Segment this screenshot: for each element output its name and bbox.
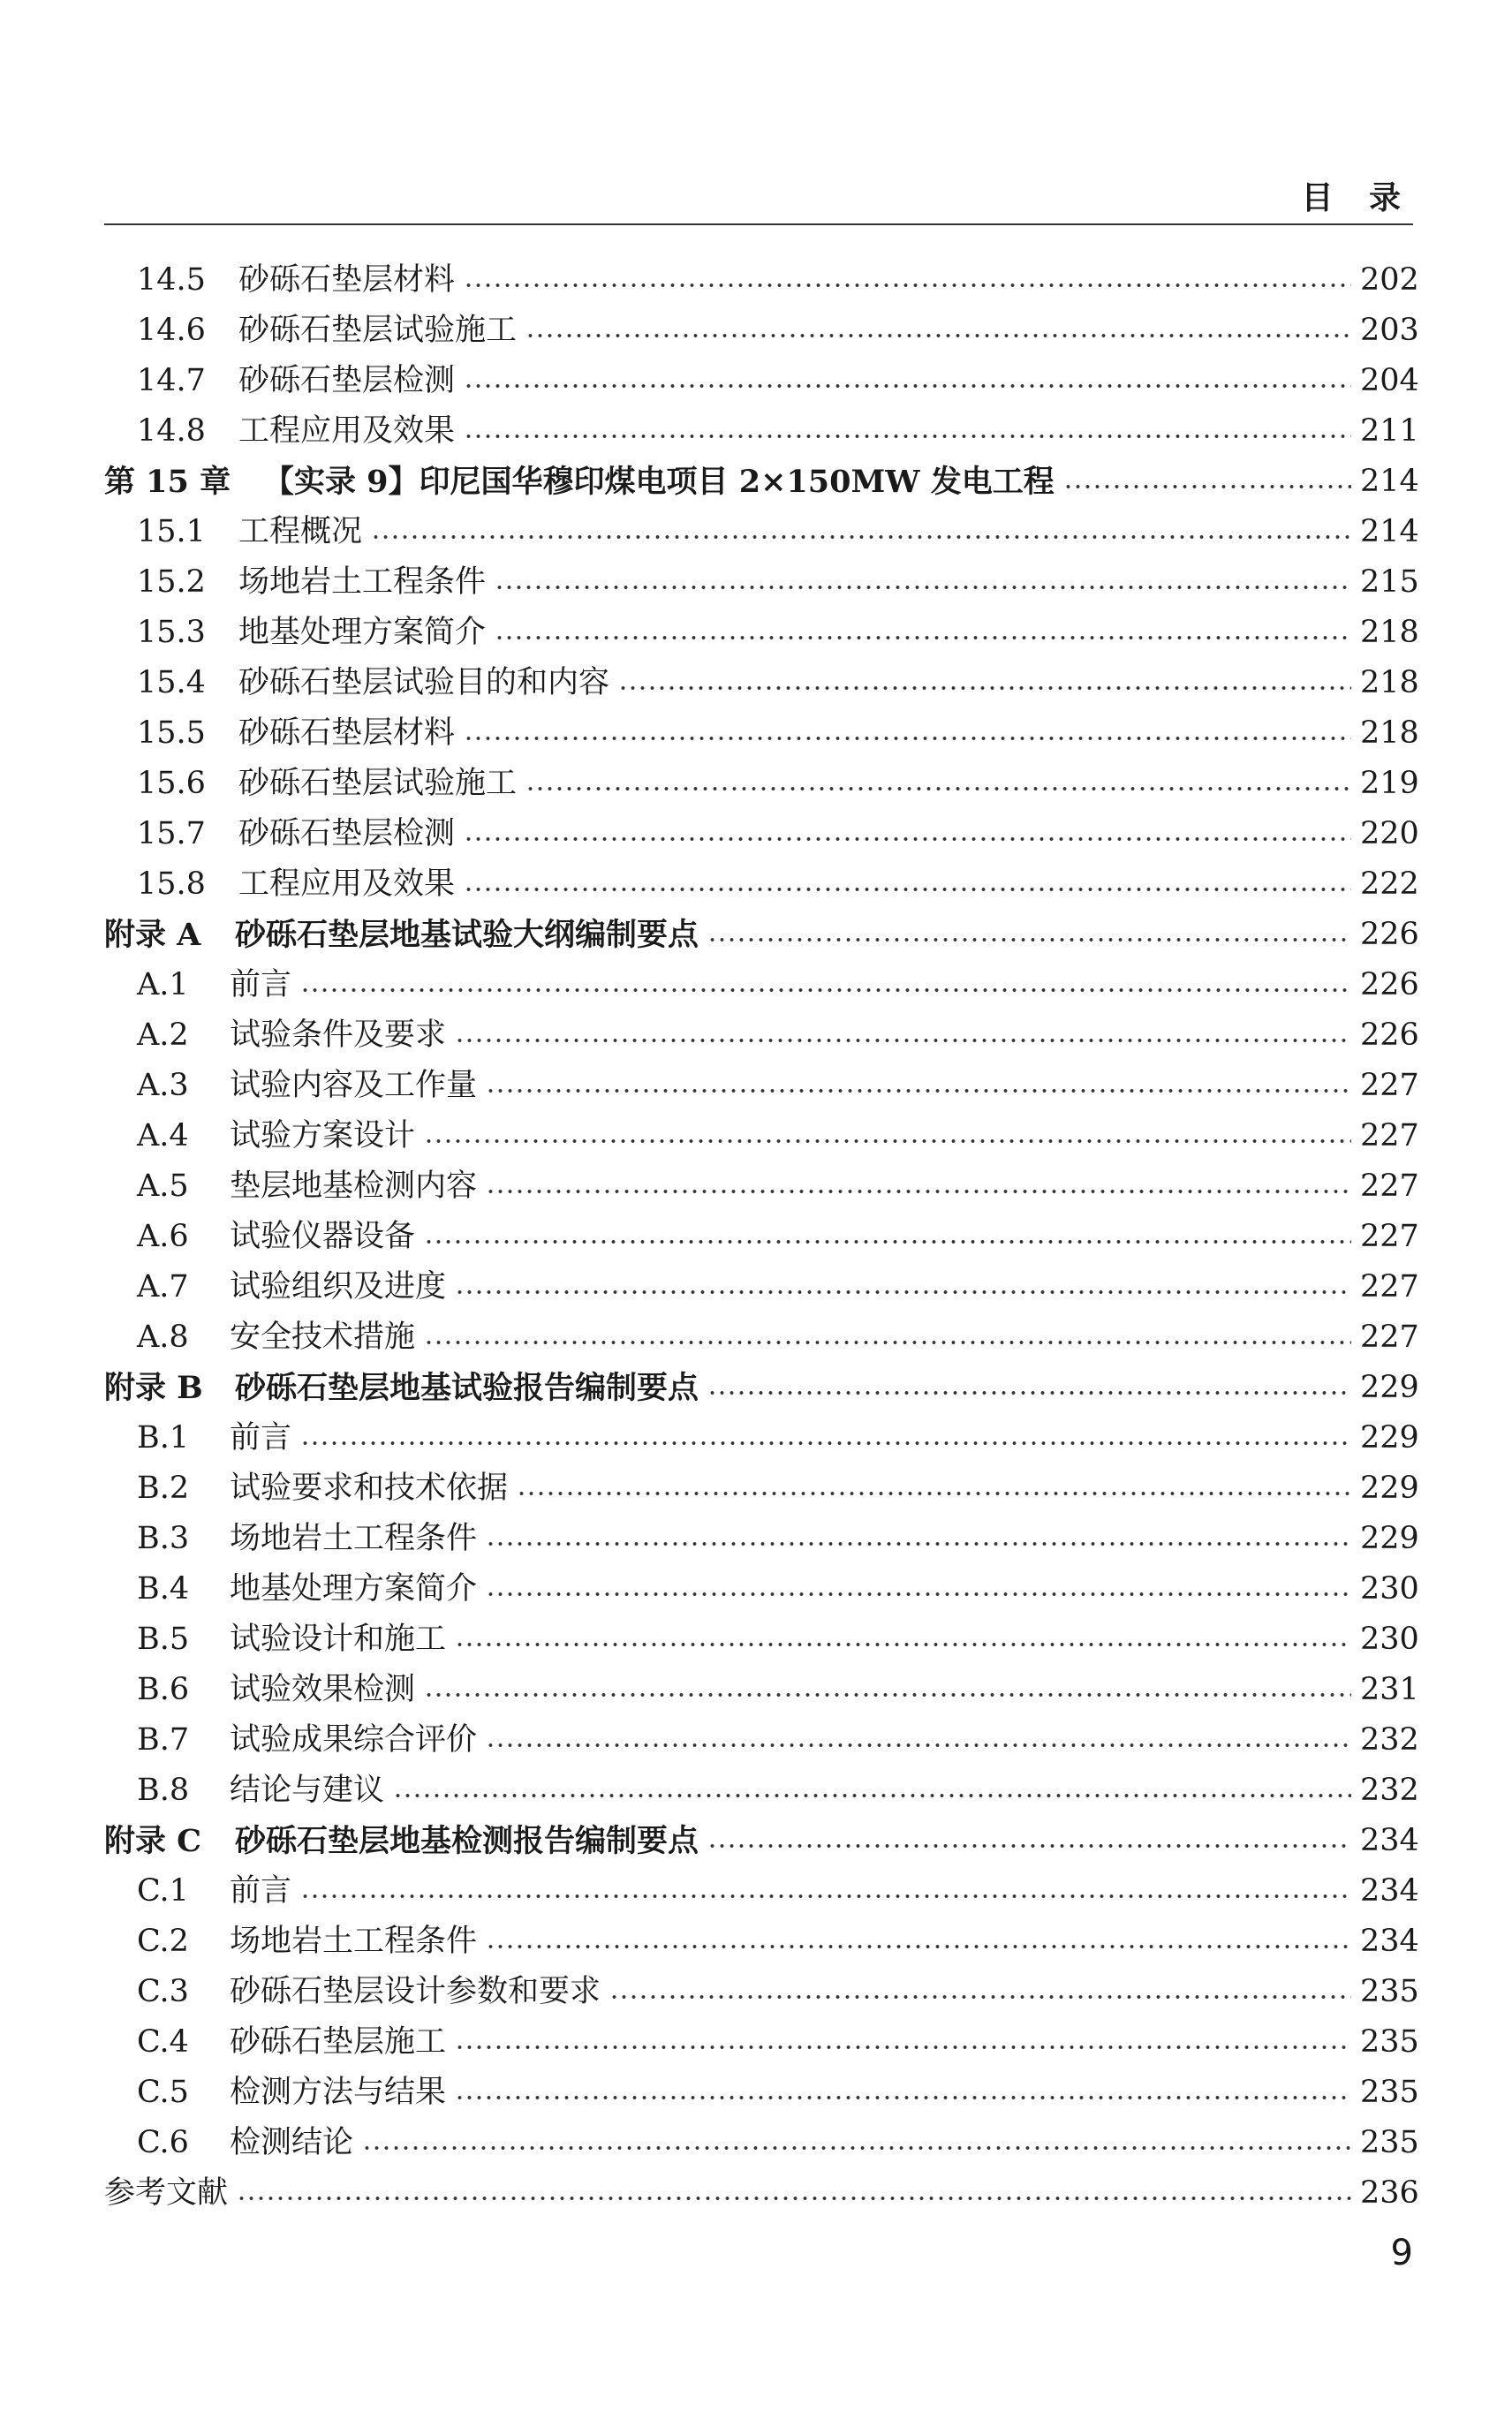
- toc-entry-number: C.5: [137, 2075, 189, 2110]
- toc-entry-page: 230: [1360, 1622, 1419, 1657]
- toc-entry-title: 砂砾石垫层施工: [230, 2024, 447, 2060]
- dot-leader: [300, 1413, 1351, 1463]
- dot-leader: [486, 1917, 1351, 1967]
- toc-entry-page: 229: [1360, 1521, 1419, 1556]
- toc-entry-title: 砂砾石垫层试验施工: [238, 313, 518, 348]
- toc-entry-number: A.4: [137, 1118, 189, 1153]
- toc-entry-title: 试验仪器设备: [230, 1219, 416, 1254]
- dot-leader: [300, 960, 1351, 1010]
- toc-entry-number: A.1: [137, 967, 189, 1002]
- toc-entry-page: 229: [1360, 1471, 1419, 1506]
- toc-appendix-entry: [104, 1816, 1419, 1866]
- toc-entry: [104, 1010, 1419, 1061]
- toc-entry-number: A.6: [137, 1219, 189, 1254]
- toc-entry-title: 安全技术措施: [230, 1320, 416, 1355]
- toc-entry: [104, 306, 1419, 356]
- toc-entry-number: 14.7: [137, 363, 206, 398]
- toc-entry-title: 砂砾石垫层试验施工: [238, 766, 518, 801]
- toc-entry: [104, 1917, 1419, 1967]
- toc-entry-page: 232: [1360, 1773, 1419, 1808]
- dot-leader: [609, 1967, 1351, 2017]
- toc-entry: [104, 859, 1419, 910]
- toc-entry: [104, 1967, 1419, 2017]
- toc-entry-title: 参考文献: [104, 2175, 229, 2211]
- toc-entry-title: 试验设计和施工: [230, 1622, 447, 1657]
- toc-entry: [104, 960, 1419, 1010]
- dot-leader: [455, 1615, 1351, 1665]
- toc-entry-page: 218: [1360, 665, 1419, 700]
- toc-entry-page: 202: [1360, 262, 1419, 298]
- dot-leader: [707, 1816, 1351, 1866]
- toc-entry-page: 232: [1360, 1722, 1419, 1758]
- toc-entry: [104, 658, 1419, 708]
- toc-entry-number: 附录 A: [104, 917, 201, 953]
- toc-entry-page: 226: [1360, 967, 1419, 1002]
- toc-entry: [104, 557, 1419, 608]
- dot-leader: [300, 1866, 1351, 1917]
- dot-leader: [486, 1715, 1351, 1766]
- table-of-contents: [104, 255, 1419, 2219]
- toc-entry-title: 【实录 9】印尼国华穆印煤电项目 2×150MW 发电工程: [263, 464, 1055, 500]
- toc-entry-page: 229: [1360, 1420, 1419, 1456]
- page-folio: 9: [1390, 2233, 1413, 2273]
- toc-entry-page: 218: [1360, 715, 1419, 751]
- toc-entry-number: A.3: [137, 1068, 189, 1103]
- toc-entry: [104, 356, 1419, 406]
- dot-leader: [455, 1262, 1351, 1312]
- toc-entry-number: C.2: [137, 1924, 189, 1959]
- toc-entry-title: 砂砾石垫层地基检测报告编制要点: [235, 1823, 699, 1859]
- toc-entry: [104, 1715, 1419, 1766]
- toc-entry: [104, 1615, 1419, 1665]
- toc-entry: [104, 255, 1419, 306]
- toc-entry-page: 234: [1360, 1924, 1419, 1959]
- toc-entry-page: 234: [1360, 1873, 1419, 1909]
- toc-entry-title: 试验效果检测: [230, 1672, 416, 1707]
- toc-entry-title: 试验要求和技术依据: [230, 1471, 509, 1506]
- toc-entry: [104, 759, 1419, 809]
- toc-entry-page: 226: [1360, 917, 1419, 952]
- toc-entry-page: 227: [1360, 1219, 1419, 1254]
- toc-entry-title: 结论与建议: [230, 1773, 385, 1808]
- toc-entry: [104, 1564, 1419, 1615]
- toc-entry-page: 227: [1360, 1168, 1419, 1204]
- toc-entry-number: 15.5: [137, 715, 206, 751]
- toc-entry-title: 场地岩土工程条件: [238, 564, 487, 600]
- toc-entry-number: 14.5: [137, 262, 206, 298]
- toc-entry-number: B.5: [137, 1622, 190, 1657]
- toc-entry-number: 15.7: [137, 816, 206, 851]
- toc-entry-number: B.2: [137, 1471, 190, 1506]
- toc-entry: [104, 507, 1419, 557]
- toc-entry: [104, 1111, 1419, 1161]
- toc-entry: [104, 1262, 1419, 1312]
- toc-entry-number: B.4: [137, 1571, 190, 1607]
- running-head: 目 录: [1301, 179, 1413, 216]
- dot-leader: [464, 356, 1351, 406]
- toc-entry-page: 215: [1360, 564, 1419, 600]
- dot-leader: [455, 2017, 1351, 2068]
- dot-leader: [464, 255, 1351, 306]
- dot-leader: [362, 2118, 1351, 2168]
- toc-entry-page: 227: [1360, 1269, 1419, 1305]
- toc-entry-title: 砂砾石垫层材料: [238, 262, 456, 298]
- toc-entry: [104, 1514, 1419, 1564]
- dot-leader: [371, 507, 1351, 557]
- toc-entry-title: 工程概况: [238, 514, 363, 549]
- toc-entry-page: 235: [1360, 2024, 1419, 2060]
- toc-entry-page: 236: [1360, 2175, 1419, 2211]
- toc-entry-title: 砂砾石垫层检测: [238, 363, 456, 398]
- toc-entry-number: 15.4: [137, 665, 206, 700]
- toc-entry-number: A.5: [137, 1168, 189, 1204]
- toc-entry-title: 地基处理方案简介: [238, 615, 487, 650]
- dot-leader: [1063, 457, 1351, 507]
- toc-entry-page: 219: [1360, 766, 1419, 801]
- toc-entry-title: 砂砾石垫层地基试验报告编制要点: [235, 1370, 699, 1406]
- toc-entry-title: 场地岩土工程条件: [230, 1924, 478, 1959]
- toc-entry-title: 试验方案设计: [230, 1118, 416, 1153]
- toc-entry-title: 检测结论: [230, 2125, 354, 2160]
- toc-appendix-entry: [104, 1363, 1419, 1413]
- toc-entry: [104, 1463, 1419, 1514]
- toc-entry: [104, 1665, 1419, 1715]
- toc-entry: [104, 608, 1419, 658]
- toc-entry-page: 218: [1360, 615, 1419, 650]
- toc-entry-title: 砂砾石垫层地基试验大纲编制要点: [235, 917, 699, 953]
- toc-entry-number: 附录 B: [104, 1370, 203, 1406]
- dot-leader: [464, 809, 1351, 859]
- toc-entry-number: B.7: [137, 1722, 190, 1758]
- toc-appendix-entry: [104, 910, 1419, 960]
- toc-entry-number: B.3: [137, 1521, 190, 1556]
- toc-entry-page: 229: [1360, 1370, 1419, 1405]
- dot-leader: [525, 759, 1351, 809]
- toc-entry-number: B.6: [137, 1672, 190, 1707]
- dot-leader: [464, 859, 1351, 910]
- toc-entry-title: 试验成果综合评价: [230, 1722, 478, 1758]
- toc-entry: [104, 1866, 1419, 1917]
- toc-entry-page: 227: [1360, 1068, 1419, 1103]
- dot-leader: [424, 1212, 1351, 1262]
- toc-entry-number: 15.8: [137, 866, 206, 902]
- toc-entry-title: 砂砾石垫层试验目的和内容: [238, 665, 610, 700]
- dot-leader: [495, 557, 1351, 608]
- toc-entry-page: 222: [1360, 866, 1419, 902]
- toc-entry-number: 15.1: [137, 514, 206, 549]
- toc-entry-title: 垫层地基检测内容: [230, 1168, 478, 1204]
- dot-leader: [455, 2068, 1351, 2118]
- toc-entry-page: 203: [1360, 313, 1419, 348]
- toc-entry-page: 226: [1360, 1017, 1419, 1053]
- toc-entry-page: 234: [1360, 1823, 1419, 1858]
- toc-entry-number: C.4: [137, 2024, 189, 2060]
- toc-entry: [104, 708, 1419, 759]
- toc-entry: [104, 2068, 1419, 2118]
- toc-entry-page: 211: [1360, 413, 1419, 449]
- toc-entry-number: 第 15 章: [104, 464, 231, 500]
- toc-entry-number: A.7: [137, 1269, 189, 1305]
- toc-entry-page: 227: [1360, 1320, 1419, 1355]
- toc-chapter-entry: [104, 457, 1419, 507]
- toc-entry-title: 砂砾石垫层检测: [238, 816, 456, 851]
- dot-leader: [517, 1463, 1351, 1514]
- toc-entry-title: 砂砾石垫层材料: [238, 715, 456, 751]
- toc-entry-page: 235: [1360, 2075, 1419, 2110]
- dot-leader: [486, 1061, 1351, 1111]
- toc-entry-page: 220: [1360, 816, 1419, 851]
- dot-leader: [424, 1312, 1351, 1363]
- toc-entry-number: 15.6: [137, 766, 206, 801]
- header-rule: [104, 223, 1413, 225]
- dot-leader: [464, 708, 1351, 759]
- toc-entry-number: 14.8: [137, 413, 206, 449]
- toc-entry-page: 204: [1360, 363, 1419, 398]
- dot-leader: [525, 306, 1351, 356]
- toc-entry: [104, 1766, 1419, 1816]
- toc-entry: [104, 1212, 1419, 1262]
- dot-leader: [618, 658, 1351, 708]
- toc-entry-number: 14.6: [137, 313, 206, 348]
- toc-entry-title: 试验条件及要求: [230, 1017, 447, 1053]
- dot-leader: [424, 1111, 1351, 1161]
- toc-entry-number: C.6: [137, 2125, 189, 2160]
- toc-entry-number: 15.3: [137, 615, 206, 650]
- toc-entry-number: 附录 C: [104, 1823, 202, 1859]
- toc-entry: [104, 2118, 1419, 2168]
- toc-entry: [104, 1413, 1419, 1463]
- toc-entry: [104, 809, 1419, 859]
- toc-entry-number: C.1: [137, 1873, 189, 1909]
- dot-leader: [486, 1514, 1351, 1564]
- dot-leader: [707, 910, 1351, 960]
- toc-entry-page: 231: [1360, 1672, 1419, 1707]
- toc-entry-title: 工程应用及效果: [238, 866, 456, 902]
- toc-entry-title: 试验内容及工作量: [230, 1068, 478, 1103]
- dot-leader: [464, 406, 1351, 457]
- toc-entry-number: A.2: [137, 1017, 189, 1053]
- toc-entry-number: B.1: [137, 1420, 190, 1456]
- toc-entry-title: 前言: [230, 967, 292, 1002]
- toc-entry-page: 227: [1360, 1118, 1419, 1153]
- dot-leader: [237, 2168, 1351, 2219]
- toc-entry-title: 工程应用及效果: [238, 413, 456, 449]
- toc-entry-title: 场地岩土工程条件: [230, 1521, 478, 1556]
- toc-entry: [104, 1161, 1419, 1212]
- dot-leader: [495, 608, 1351, 658]
- toc-entry-title: 地基处理方案简介: [230, 1571, 478, 1607]
- dot-leader: [393, 1766, 1351, 1816]
- toc-entry-title: 试验组织及进度: [230, 1269, 447, 1305]
- toc-entry-title: 砂砾石垫层设计参数和要求: [230, 1974, 601, 2009]
- toc-entry: [104, 1312, 1419, 1363]
- toc-entry-page: 230: [1360, 1571, 1419, 1607]
- toc-entry-page: 235: [1360, 1974, 1419, 2009]
- dot-leader: [486, 1161, 1351, 1212]
- dot-leader: [455, 1010, 1351, 1061]
- toc-entry-number: C.3: [137, 1974, 189, 2009]
- toc-references-entry: [104, 2168, 1419, 2219]
- toc-entry-page: 235: [1360, 2125, 1419, 2160]
- toc-entry: [104, 2017, 1419, 2068]
- toc-entry-number: B.8: [137, 1773, 190, 1808]
- toc-entry-number: A.8: [137, 1320, 189, 1355]
- dot-leader: [707, 1363, 1351, 1413]
- toc-entry-title: 检测方法与结果: [230, 2075, 447, 2110]
- toc-entry-page: 214: [1360, 464, 1419, 499]
- toc-entry-title: 前言: [230, 1873, 292, 1909]
- dot-leader: [486, 1564, 1351, 1615]
- dot-leader: [424, 1665, 1351, 1715]
- toc-entry: [104, 406, 1419, 457]
- toc-entry: [104, 1061, 1419, 1111]
- toc-entry-number: 15.2: [137, 564, 206, 600]
- toc-entry-title: 前言: [230, 1420, 292, 1456]
- toc-entry-page: 214: [1360, 514, 1419, 549]
